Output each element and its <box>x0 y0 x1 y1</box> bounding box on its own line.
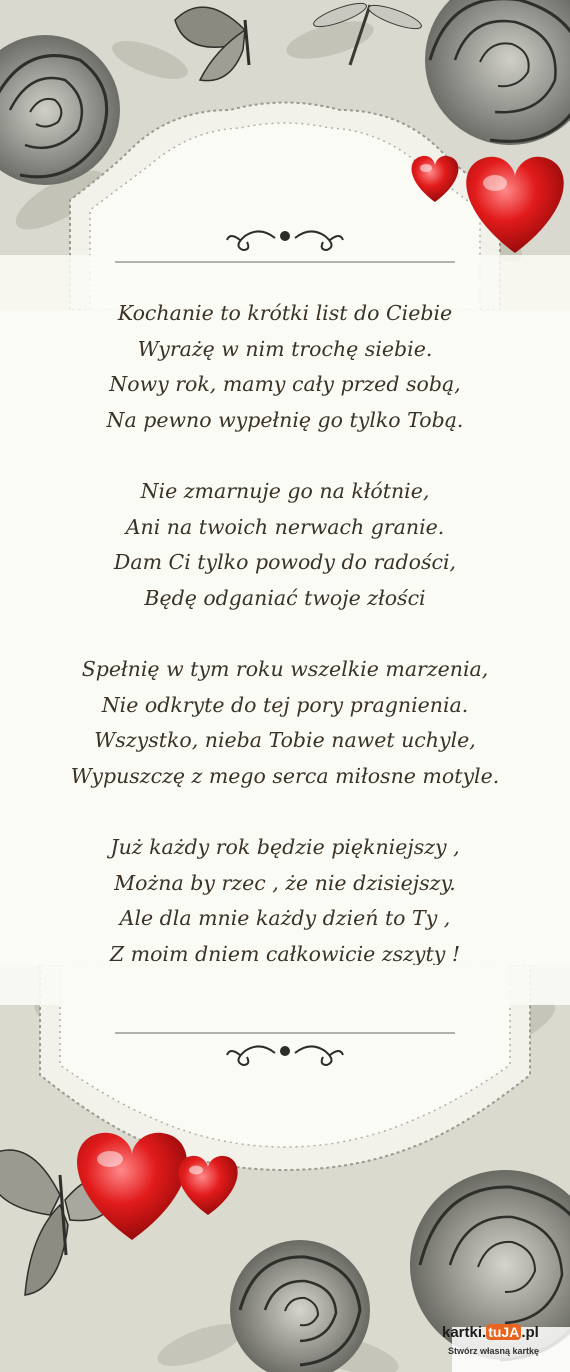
poem <box>0 296 570 972</box>
poem-line: Na pewno wypełnię go tylko Tobą. <box>106 407 464 432</box>
top-decoration <box>0 0 570 310</box>
poem-line: Wypuszczę z mego serca miłosne motyle. <box>70 763 500 788</box>
logo-name-prefix: kartki. <box>442 1324 487 1341</box>
poem-line: Kochanie to krótki list do Ciebie <box>117 301 453 325</box>
stanza-gap <box>0 438 570 474</box>
poem-line: Będę odganiać twoje złości <box>144 585 426 610</box>
poem-line: Nie zmarnuje go na kłótnie, <box>140 479 430 503</box>
site-logo[interactable] <box>442 1324 560 1364</box>
poem-line: Można by rzec , że nie dzisiejszy. <box>114 870 456 895</box>
stanza-gap <box>0 794 570 830</box>
poem-line: Wyrażę w nim trochę siebie. <box>137 336 433 361</box>
poem-line: Ani na twoich nerwach granie. <box>125 514 445 539</box>
bottom-decoration <box>0 965 570 1372</box>
poem-line: Już każdy rok będzie piękniejszy , <box>110 835 460 859</box>
poem-line: Wszystko, nieba Tobie nawet uchyle, <box>94 728 476 752</box>
poem-line: Nie odkryte do tej pory pragnienia. <box>101 692 469 717</box>
poem-line: Nowy rok, mamy cały przed sobą, <box>109 372 461 396</box>
logo-tagline: Stwórz własną kartkę <box>448 1346 540 1356</box>
logo-name-suffix: .pl <box>521 1324 539 1341</box>
poem-line: Ale dla mnie każdy dzień to Ty , <box>119 906 451 930</box>
logo-name <box>442 1324 539 1341</box>
poem-line: Dam Ci tylko powody do radości, <box>113 550 457 574</box>
stanza-gap <box>0 616 570 652</box>
poem-line: Z moim dniem całkowicie zszyty ! <box>109 941 461 966</box>
poem-line: Spełnię w tym roku wszelkie marzenia, <box>81 657 489 681</box>
logo-badge: tuJA <box>488 1324 520 1340</box>
